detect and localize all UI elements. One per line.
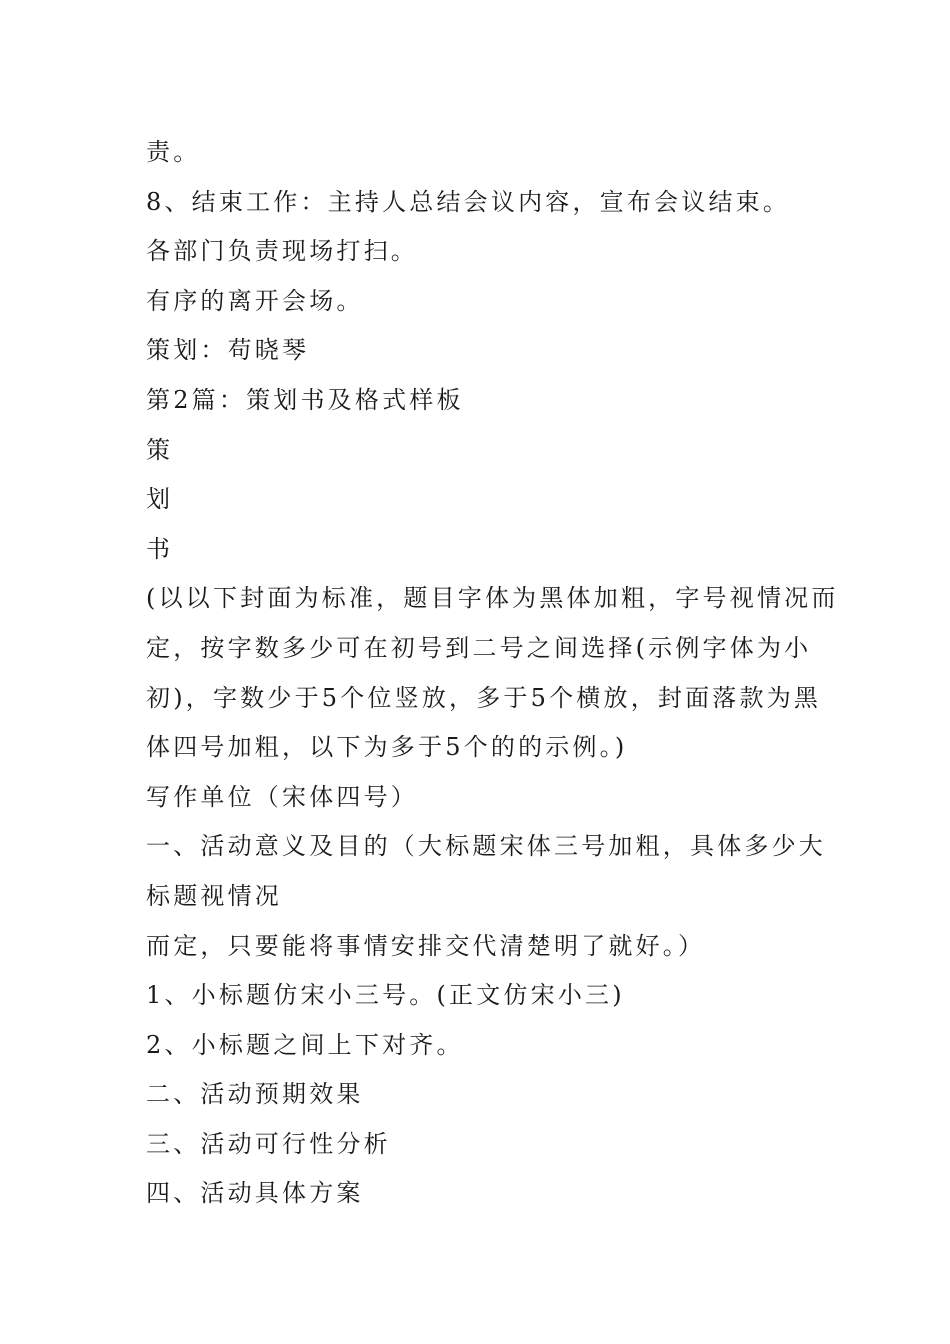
text-line: 二、活动预期效果 xyxy=(146,1080,364,1109)
text-line: 责。 xyxy=(146,138,201,166)
vertical-title-char: 策 xyxy=(146,435,174,464)
text-line: 1、小标题仿宋小三号。(正文仿宋小三) xyxy=(146,981,625,1010)
vertical-title-char: 划 xyxy=(146,485,174,514)
vertical-title-char: 书 xyxy=(146,534,174,563)
text-line: 8、结束工作：主持人总结会议内容，宣布会议结束。 xyxy=(146,187,791,216)
document-body xyxy=(146,128,839,1219)
section-heading: 第2篇：策划书及格式样板 xyxy=(146,385,464,414)
text-line: 2、小标题之间上下对齐。 xyxy=(146,1030,464,1059)
text-line: 一、活动意义及目的（大标题宋体三号加粗，具体多少大 xyxy=(146,832,826,861)
text-line: 各部门负责现场打扫。 xyxy=(146,237,418,266)
text-line: 初)，字数少于5个位竖放，多于5个横放，封面落款为黑 xyxy=(146,683,822,712)
text-line: 写作单位（宋体四号） xyxy=(146,782,418,811)
author-line: 策划：苟晓琴 xyxy=(146,336,310,365)
text-line: 有序的离开会场。 xyxy=(146,286,364,315)
text-line: (以以下封面为标准，题目字体为黑体加粗，字号视情况而 xyxy=(146,584,839,613)
text-line: 定，按字数多少可在初号到二号之间选择(示例字体为小 xyxy=(146,633,812,662)
text-line: 四、活动具体方案 xyxy=(146,1179,364,1208)
text-line: 三、活动可行性分析 xyxy=(146,1129,391,1158)
text-line: 体四号加粗，以下为多于5个的的示例。) xyxy=(146,733,628,762)
text-line: 标题视情况 xyxy=(146,881,282,910)
text-line: 而定，只要能将事情安排交代清楚明了就好。） xyxy=(146,931,706,960)
